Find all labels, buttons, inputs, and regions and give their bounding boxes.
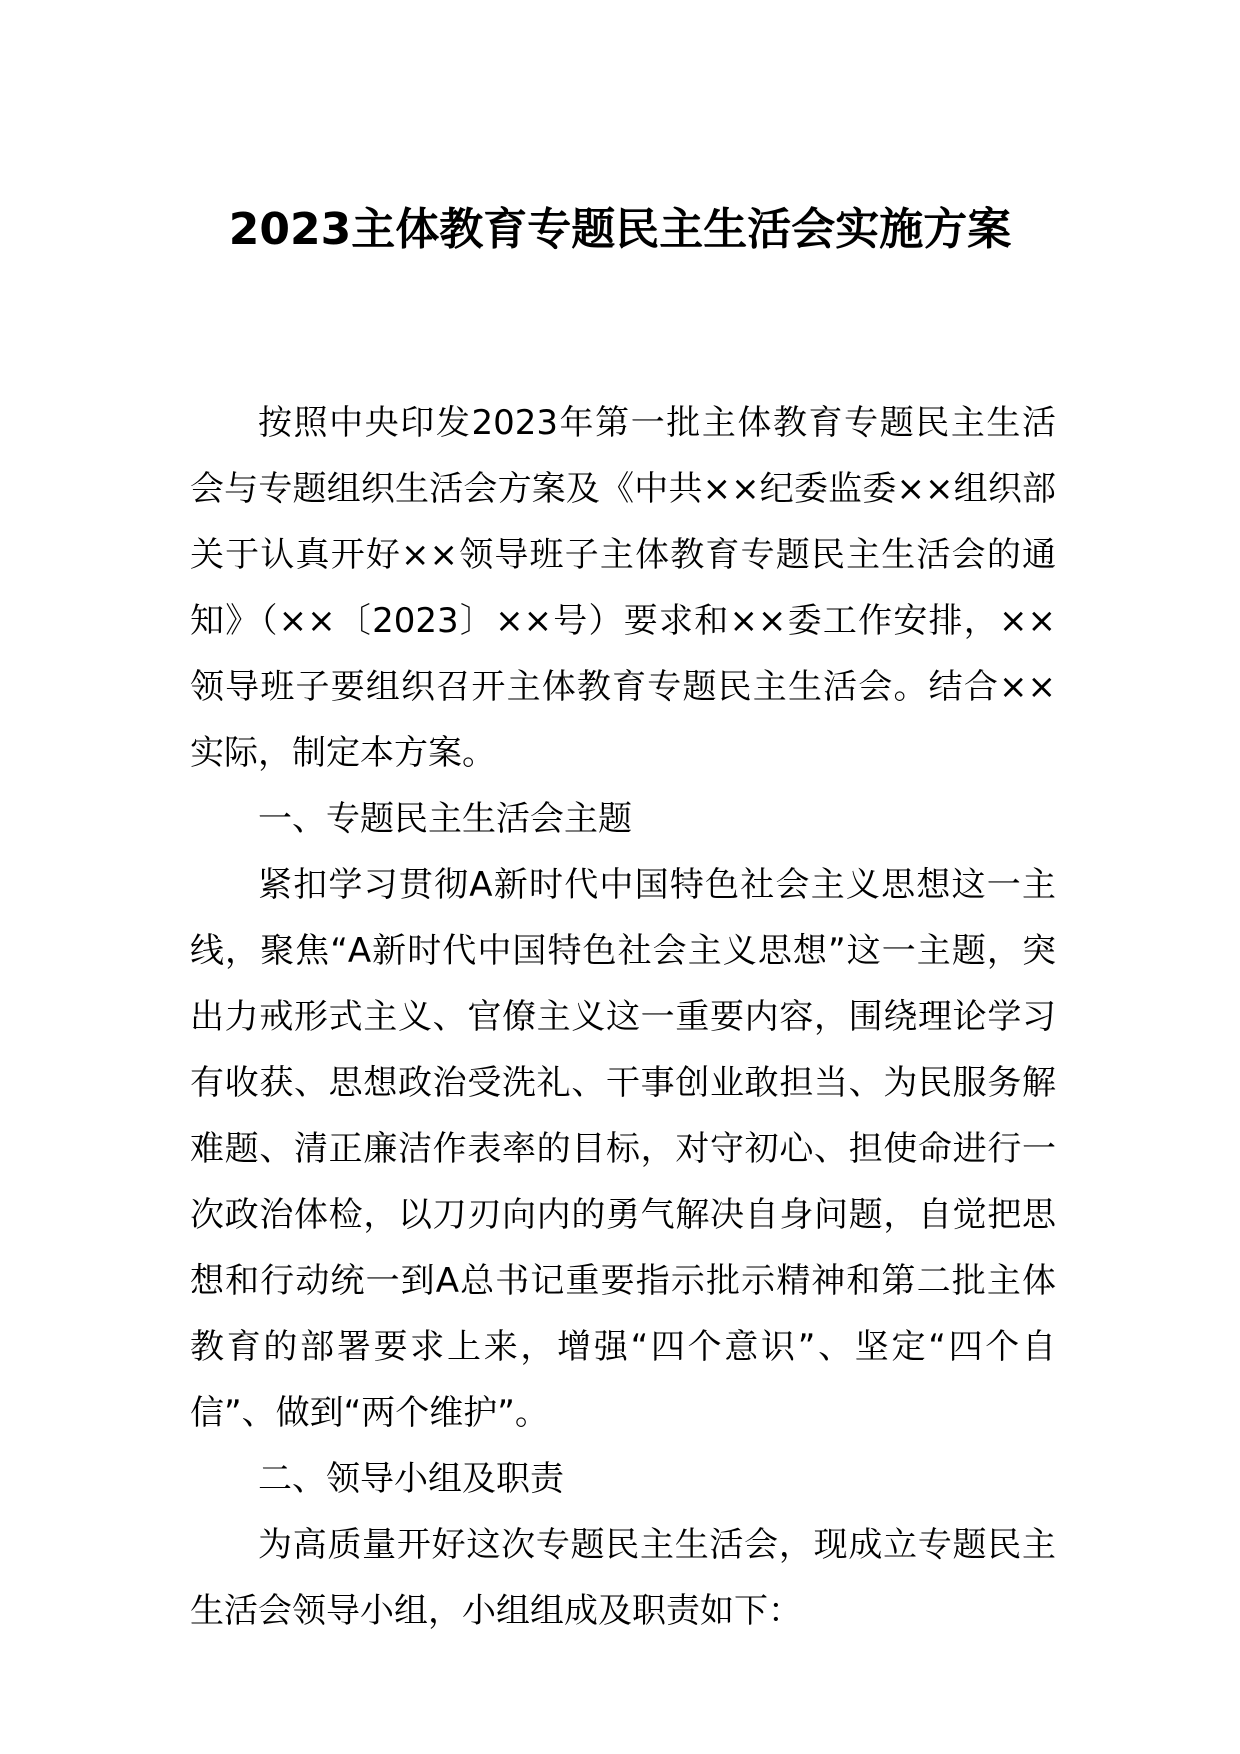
section-heading-2: 二、领导小组及职责 [258,1459,564,1499]
document-body [190,390,1056,1644]
section-heading-1: 一、专题民主生活会主题 [258,799,632,839]
intro-paragraph: 按照中央印发2023年第一批主体教育专题民主生活会与专题组织生活会方案及《中共××纪委监委××组织部关于认真开好××领导班子主体教育专题民主生活会的通知》（××〔2023〕××号）要求和××委工作安排，××领导班子要组织召开主体教育专题民主生活会。结合××实际，制定本方案。 [190,403,1056,773]
section-1-paragraph: 紧扣学习贯彻A新时代中国特色社会主义思想这一主线，聚焦“A新时代中国特色社会主义思想”这一主题，突出力戒形式主义、官僚主义这一重要内容，围绕理论学习有收获、思想政治受洗礼、干事创业敢担当、为民服务解难题、清正廉洁作表率的目标，对守初心、担使命进行一次政治体检，以刀刃向内的勇气解决自身问题，自觉把思想和行动统一到A总书记重要指示批示精神和第二批主体教育的部署要求上来，增强“四个意识”、坚定“四个自信”、做到“两个维护”。 [190,865,1056,1433]
section-2-paragraph: 为高质量开好这次专题民主生活会，现成立专题民主生活会领导小组，小组组成及职责如下： [190,1525,1056,1631]
document-title: 2023主体教育专题民主生活会实施方案 [228,204,1012,255]
